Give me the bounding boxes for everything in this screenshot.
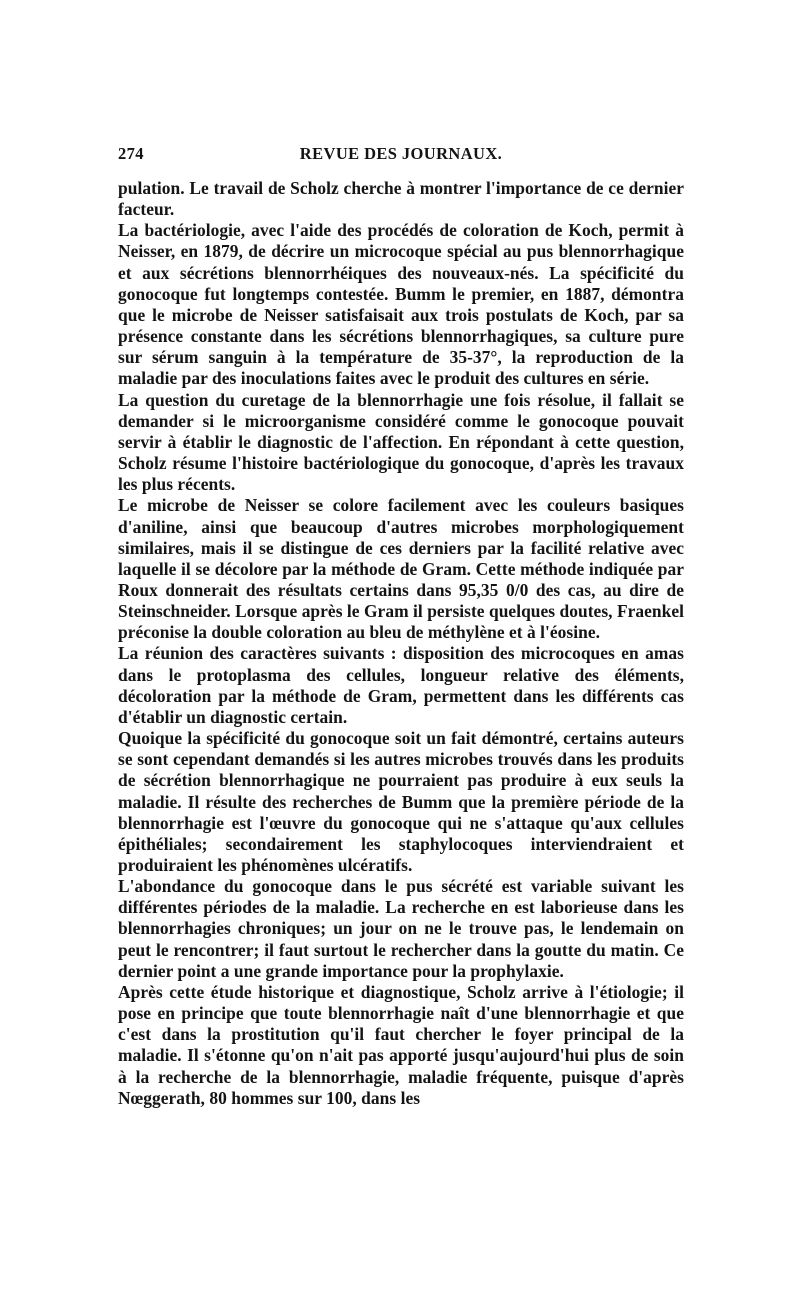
- page-number: 274: [118, 144, 144, 163]
- paragraph: La question du curetage de la blennorrhagie une fois résolue, il fallait se demander si le microorganisme considéré comme le gonocoque pouvait servir à établir le diagnostic de l'affection. En répondant à cette question, Scholz résume l'histoire bactériologique du gonocoque, d'après les travaux les plus récents.: [118, 389, 684, 495]
- document-page: [118, 144, 684, 1109]
- running-header: [118, 144, 684, 170]
- running-title: REVUE DES JOURNAUX.: [299, 144, 503, 163]
- paragraph: Quoique la spécificité du gonocoque soit un fait démontré, certains auteurs se sont cependant demandés si les autres microbes trouvés dans les produits de sécrétion blennorrhagique ne pourraient pas produire à eux seuls la maladie. Il résulte des recherches de Bumm que la première période de la blennorrhagie est l'œuvre du gonocoque qui ne s'attaque qu'aux cellules épithéliales; secondairement les staphylocoques interviendraient et produiraient les phénomènes ulcératifs.: [118, 728, 684, 875]
- paragraph: La réunion des caractères suivants : disposition des microcoques en amas dans le protoplasma des cellules, longueur relative des éléments, décoloration par la méthode de Gram, permettent dans les différents cas d'établir un diagnostic certain.: [118, 643, 684, 727]
- paragraph: pulation. Le travail de Scholz cherche à montrer l'importance de ce dernier facteur.: [118, 178, 684, 220]
- paragraph: Après cette étude historique et diagnostique, Scholz arrive à l'étiologie; il pose en principe que toute blennorrhagie naît d'une blennorrhagie et que c'est dans la prostitution qu'il faut chercher le foyer principal de la maladie. Il s'étonne qu'on n'ait pas apporté jusqu'aujourd'hui plus de soin à la recherche de la blennorrhagie, maladie fréquente, puisque d'après Nœggerath, 80 hommes sur 100, dans les: [118, 981, 684, 1108]
- paragraph: La bactériologie, avec l'aide des procédés de coloration de Koch, permit à Neisser, en 1879, de décrire un microcoque spécial au pus blennorrhagique et aux sécrétions blennorrhéiques des nouveaux-nés. La spécificité du gonocoque fut longtemps contestée. Bumm le premier, en 1887, démontra que le microbe de Neisser satisfaisait aux trois postulats de Koch, par sa présence constante dans les sécrétions blennorrhagiques, sa culture pure sur sérum sanguin à la température de 35-37°, la reproduction de la maladie par des inoculations faites avec le produit des cultures en série.: [118, 220, 684, 389]
- paragraph: Le microbe de Neisser se colore facilement avec les couleurs basiques d'aniline, ainsi que beaucoup d'autres microbes morphologiquement similaires, mais il se distingue de ces derniers par la facilité relative avec laquelle il se décolore par la méthode de Gram. Cette méthode indiquée par Roux donnerait des résultats certains dans 95,35 0/0 des cas, au dire de Steinschneider. Lorsque après le Gram il persiste quelques doutes, Fraenkel préconise la double coloration au bleu de méthylène et à l'éosine.: [118, 495, 684, 643]
- article-body: [118, 178, 684, 1109]
- paragraph: L'abondance du gonocoque dans le pus sécrété est variable suivant les différentes périodes de la maladie. La recherche en est laborieuse dans les blennorrhagies chroniques; un jour on ne le trouve pas, le lendemain on peut le rencontrer; il faut surtout le rechercher dans la goutte du matin. Ce dernier point a une grande importance pour la prophylaxie.: [118, 876, 684, 981]
